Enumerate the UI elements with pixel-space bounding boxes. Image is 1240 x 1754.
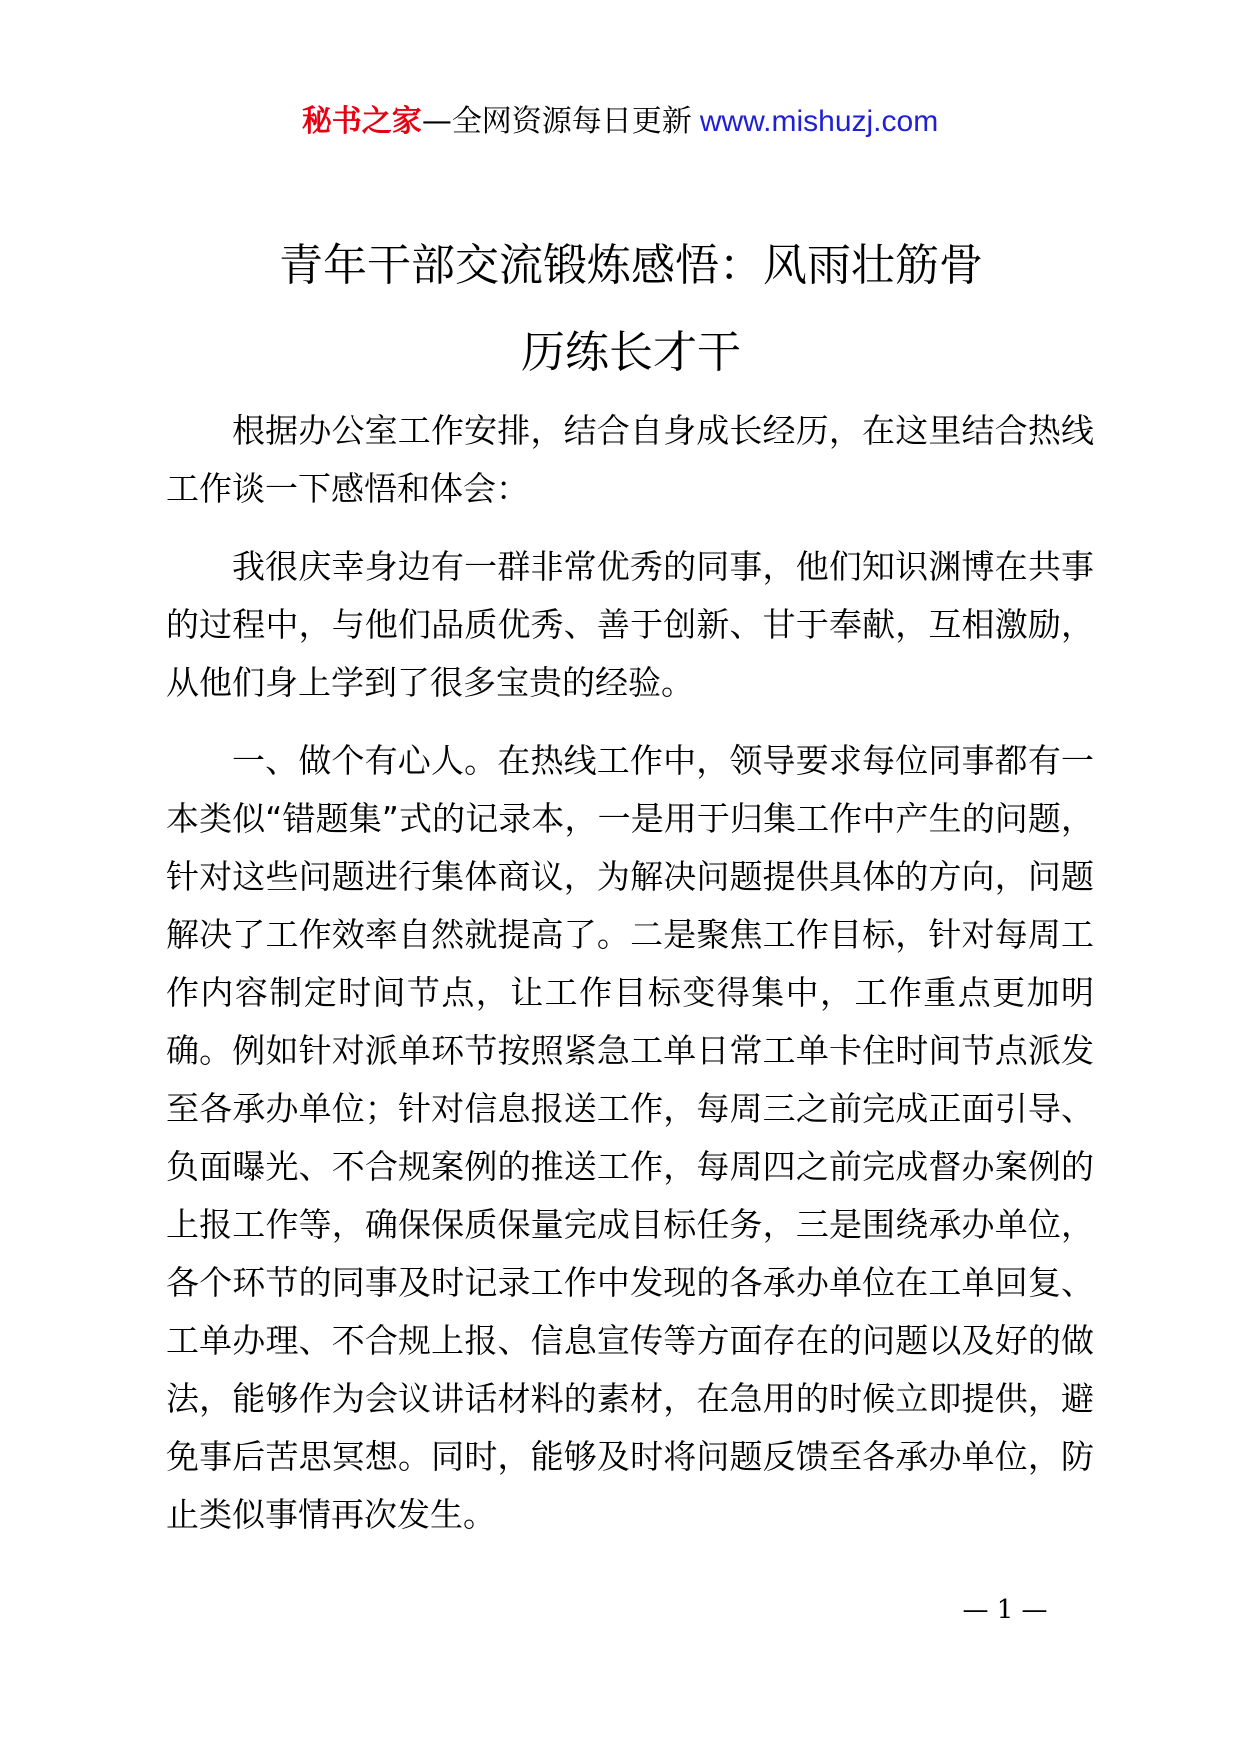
title-line-1: 青年干部交流锻炼感悟：风雨壮筋骨 (279, 240, 983, 291)
document-title (166, 222, 1096, 396)
title-line-2: 历练长才干 (521, 327, 741, 378)
header-dash: — (421, 104, 452, 139)
document-body (166, 402, 1094, 1564)
paragraph-colleagues: 我很庆幸身边有一群非常优秀的同事，他们知识渊博在共事的过程中，与他们品质优秀、善于创新、甘于奉献，互相激励，从他们身上学到了很多宝贵的经验。 (166, 547, 1094, 702)
paragraph-intro: 根据办公室工作安排，结合自身成长经历，在这里结合热线工作谈一下感悟和体会： (166, 411, 1094, 508)
page-number: — 1 — (962, 1595, 1048, 1625)
brand-name: 秘书之家 (301, 104, 422, 139)
site-header (0, 100, 1240, 144)
header-slogan: 全网资源每日更新 (451, 104, 692, 139)
site-url-link[interactable]: www.mishuzj.com (699, 105, 939, 138)
paragraph-section-one: 一、做个有心人。在热线工作中，领导要求每位同事都有一本类似“错题集”式的记录本，一是用于归集工作中产生的问题，针对这些问题进行集体商议，为解决问题提供具体的方向，问题解决了工作效率自然就提高了。二是聚焦工作目标，针对每周工作内容制定时间节点，让工作目标变得集中，工作重点更加明确。例如针对派单环节按照紧急工单日常工单卡住时间节点派发至各承办单位；针对信息报送工作，每周三之前完成正面引导、负面曝光、不合规案例的推送工作，每周四之前完成督办案例的上报工作等，确保保质保量完成目标任务，三是围绕承办单位，各个环节的同事及时记录工作中发现的各承办单位在工单回复、工单办理、不合规上报、信息宣传等方面存在的问题以及好的做法，能够作为会议讲话材料的素材，在急用的时候立即提供，避免事后苦思冥想。同时，能够及时将问题反馈至各承办单位，防止类似事情再次发生。 (166, 741, 1094, 1534)
